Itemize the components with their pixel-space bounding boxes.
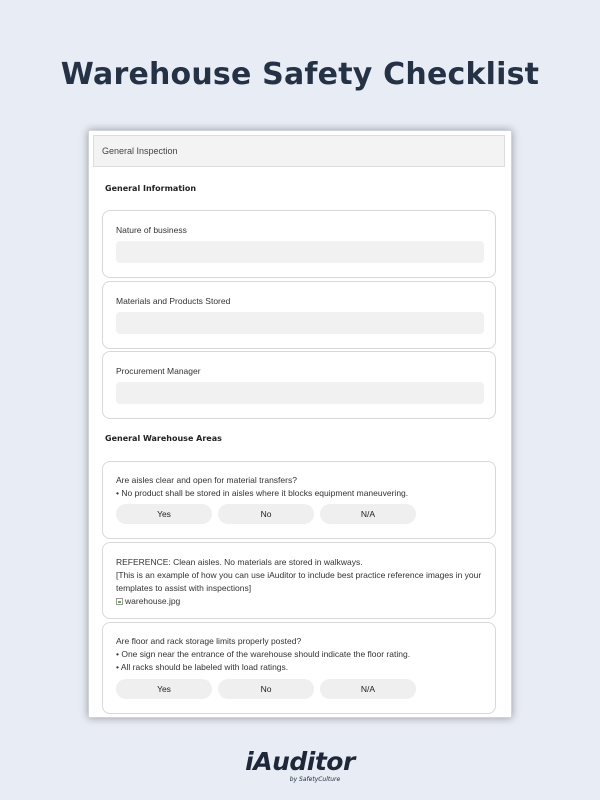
- nature-of-business-input[interactable]: [116, 241, 484, 263]
- field-card-materials-products: [102, 281, 496, 349]
- field-label: Procurement Manager: [116, 366, 201, 376]
- logo-wordmark: iAuditor: [245, 747, 355, 776]
- materials-products-input[interactable]: [116, 312, 484, 334]
- logo-tagline: by SafetyCulture: [289, 776, 341, 783]
- field-label: Materials and Products Stored: [116, 296, 231, 306]
- question-text: [116, 474, 483, 500]
- response-buttons: [116, 504, 416, 524]
- no-button[interactable]: No: [218, 679, 314, 699]
- yes-button[interactable]: Yes: [116, 679, 212, 699]
- na-button[interactable]: N/A: [320, 679, 416, 699]
- page-title: Warehouse Safety Checklist: [60, 57, 540, 92]
- na-button[interactable]: N/A: [320, 504, 416, 524]
- heading-general-information: General Information: [105, 184, 197, 193]
- broken-image-icon: [116, 598, 123, 605]
- question-title: Are aisles clear and open for material transfers?: [116, 475, 297, 485]
- response-buttons: [116, 679, 416, 699]
- question-note: • No product shall be stored in aisles where it blocks equipment maneuvering.: [116, 488, 409, 498]
- heading-general-warehouse-areas: General Warehouse Areas: [105, 434, 222, 443]
- question-card-aisles-clear: [102, 461, 496, 539]
- reference-line: REFERENCE: Clean aisles. No materials are stored in walkways.: [116, 557, 363, 567]
- question-title: Are floor and rack storage limits properly posted?: [116, 636, 302, 646]
- reference-image-alt: warehouse.jpg: [125, 596, 181, 606]
- question-card-storage-limits: [102, 622, 496, 714]
- yes-button[interactable]: Yes: [116, 504, 212, 524]
- section-header-general-inspection[interactable]: General Inspection: [93, 135, 505, 167]
- question-note: • One sign near the entrance of the warehouse should indicate the floor rating.: [116, 649, 411, 659]
- field-label: Nature of business: [116, 225, 187, 235]
- question-note: • All racks should be labeled with load ratings.: [116, 662, 289, 672]
- checklist-form-preview: [88, 130, 512, 718]
- field-card-procurement-manager: [102, 351, 496, 419]
- reference-text: [116, 556, 483, 608]
- field-card-nature-of-business: [102, 210, 496, 278]
- no-button[interactable]: No: [218, 504, 314, 524]
- iauditor-logo: [0, 748, 600, 783]
- reference-image: [116, 595, 483, 608]
- reference-description: [This is an example of how you can use iAuditor to include best practice reference images in your templates to assist with inspections]: [116, 570, 482, 593]
- reference-card: [102, 542, 496, 619]
- procurement-manager-input[interactable]: [116, 382, 484, 404]
- question-text: [116, 635, 483, 674]
